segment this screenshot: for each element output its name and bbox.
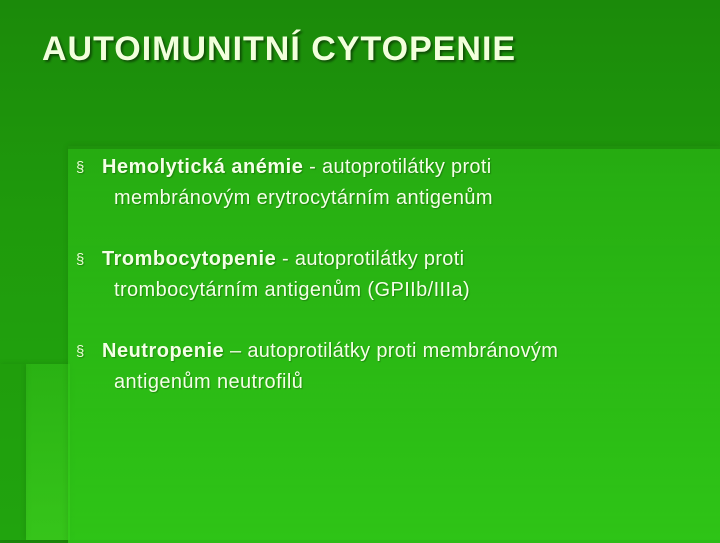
bullet-icon: § — [76, 251, 85, 268]
item-description: autoprotilátky proti membránovým — [247, 340, 559, 362]
bullet-icon: § — [76, 343, 85, 360]
background-strip — [0, 364, 26, 540]
item-term: Neutropenie — [102, 340, 225, 362]
item-description-line2: trombocytárním antigenům (GPIIb/IIIa) — [114, 279, 471, 301]
bullet-icon: § — [76, 159, 85, 176]
item-term: Hemolytická anémie — [102, 156, 304, 178]
item-description-line2: membránovým erytrocytárním antigenům — [114, 187, 493, 209]
slide-title: AUTOIMUNITNÍ CYTOPENIE — [42, 30, 517, 68]
list-item-thrombocytopenia — [76, 244, 696, 306]
list-item-neutropenia — [76, 336, 696, 398]
list-item-hemolytic-anemia — [76, 152, 696, 214]
item-separator: - — [303, 156, 323, 178]
item-separator: - — [276, 248, 295, 270]
item-description: autoprotilátky proti — [322, 156, 492, 178]
background-panel-left — [26, 364, 70, 540]
item-description: autoprotilátky proti — [294, 248, 465, 270]
item-separator: – — [224, 340, 248, 362]
item-term: Trombocytopenie — [102, 248, 277, 270]
bullet-list — [76, 152, 696, 428]
item-description-line2: antigenům neutrofilů — [114, 371, 304, 393]
